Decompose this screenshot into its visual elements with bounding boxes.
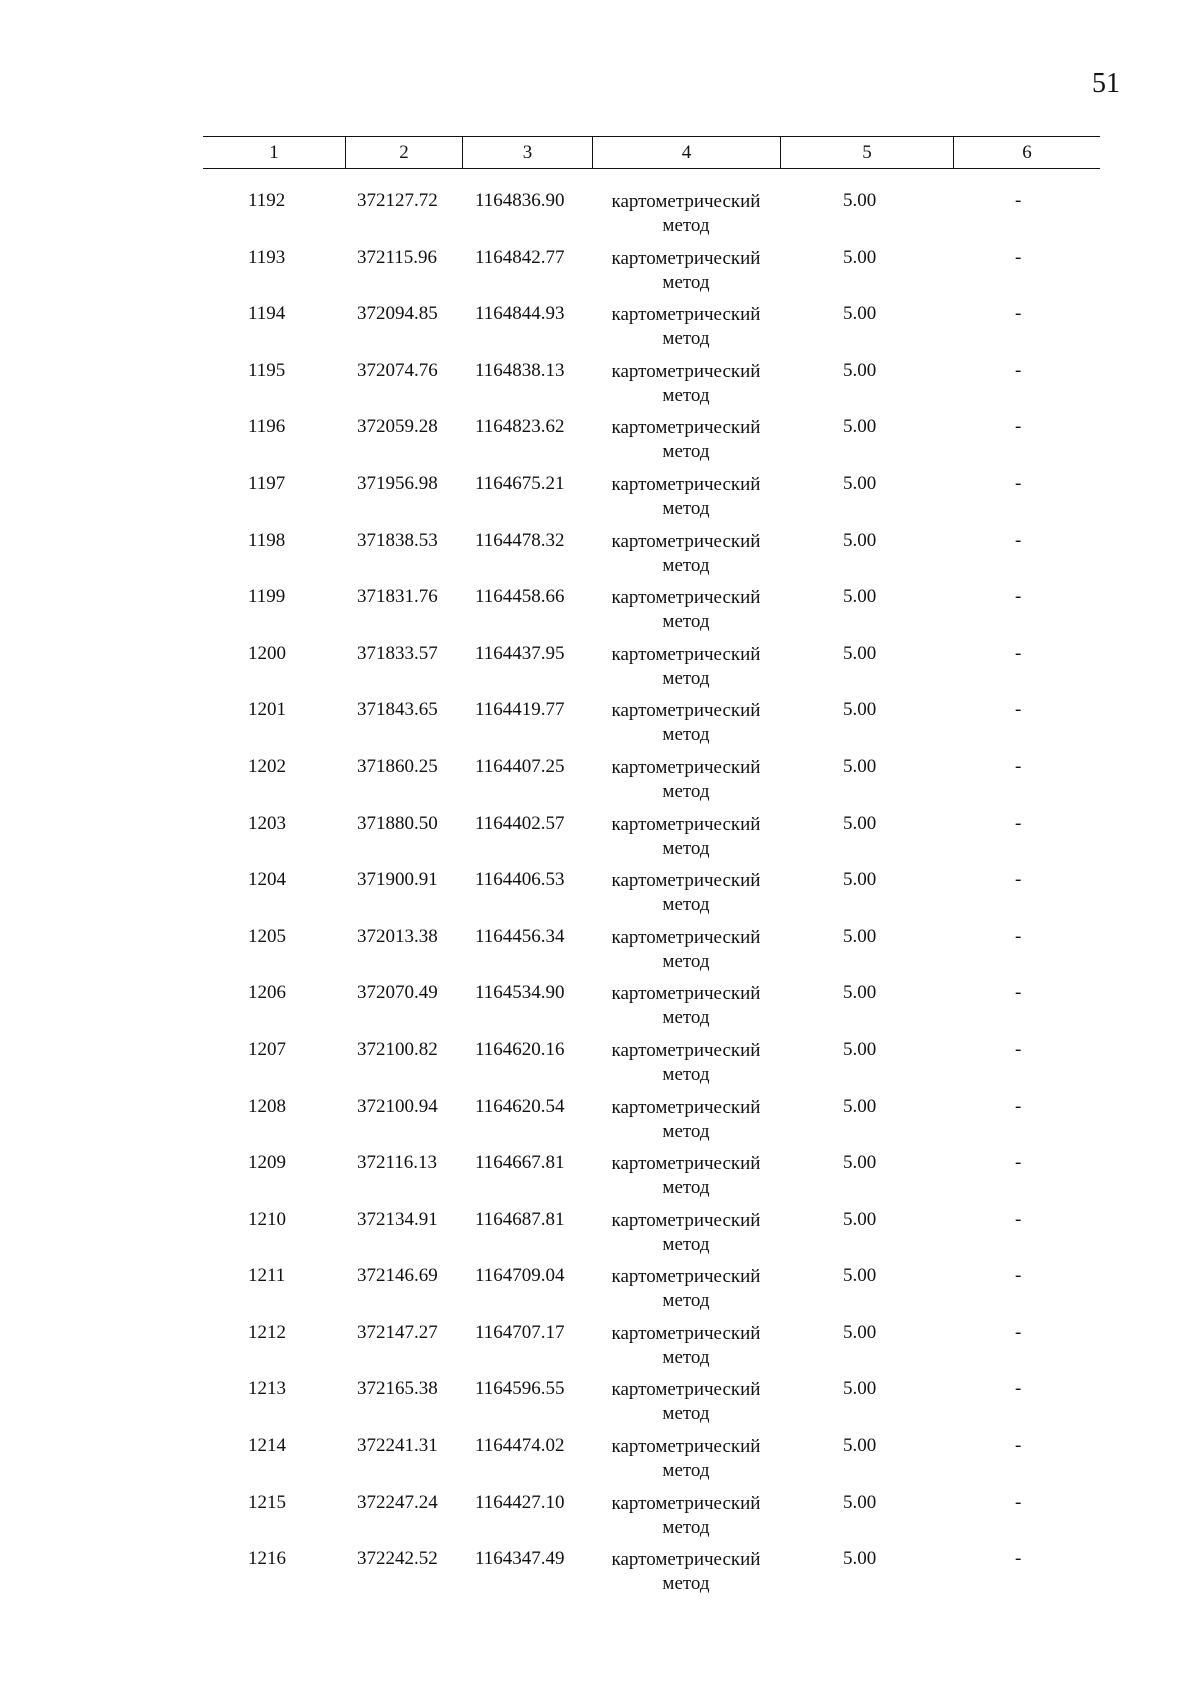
method-line-1: картометрический <box>611 1266 761 1288</box>
method-line-1: картометрический <box>611 756 761 778</box>
x-coordinate-cell: 372100.94 <box>357 1095 438 1117</box>
table-row <box>203 1378 1100 1435</box>
accuracy-cell: 5.00 <box>843 529 877 551</box>
method-line-2: метод <box>662 384 710 406</box>
method-cell <box>601 756 771 804</box>
method-cell <box>601 586 771 634</box>
accuracy-cell: 5.00 <box>843 812 877 834</box>
note-cell: - <box>1015 586 1022 608</box>
accuracy-cell: 5.00 <box>843 190 877 211</box>
method-line-2: метод <box>662 1007 710 1029</box>
note-cell: - <box>1015 1548 1022 1570</box>
y-coordinate-cell: 1164620.16 <box>475 1038 565 1060</box>
method-line-2: метод <box>662 1233 710 1255</box>
method-line-2: метод <box>662 894 710 916</box>
y-coordinate-cell: 1164402.57 <box>475 812 565 834</box>
note-cell: - <box>1015 699 1022 721</box>
note-cell: - <box>1015 472 1022 494</box>
method-line-2: метод <box>662 611 710 633</box>
table-row <box>203 416 1100 473</box>
accuracy-cell: 5.00 <box>843 925 877 947</box>
y-coordinate-cell: 1164667.81 <box>475 1152 565 1174</box>
table-row <box>203 869 1100 926</box>
y-coordinate-cell: 1164687.81 <box>475 1208 565 1230</box>
y-coordinate-cell: 1164707.17 <box>475 1321 565 1343</box>
method-cell <box>601 1322 771 1370</box>
method-line-2: метод <box>662 667 710 689</box>
header-cell-2: 2 <box>346 137 463 168</box>
note-cell: - <box>1015 1321 1022 1343</box>
y-coordinate-cell: 1164406.53 <box>475 869 565 891</box>
method-cell <box>601 926 771 974</box>
point-number-cell: 1206 <box>248 982 286 1004</box>
x-coordinate-cell: 372074.76 <box>357 359 438 381</box>
method-line-2: метод <box>662 1063 710 1085</box>
table-row <box>203 1039 1100 1096</box>
method-cell <box>601 813 771 861</box>
method-cell <box>601 1492 771 1540</box>
method-cell <box>601 982 771 1030</box>
note-cell: - <box>1015 416 1022 438</box>
method-line-2: метод <box>662 271 710 293</box>
accuracy-cell: 5.00 <box>843 755 877 777</box>
y-coordinate-cell: 1164427.10 <box>475 1491 565 1513</box>
y-coordinate-cell: 1164596.55 <box>475 1378 565 1400</box>
table-row <box>203 473 1100 530</box>
method-line-2: метод <box>662 554 710 576</box>
table-row <box>203 530 1100 587</box>
method-cell <box>601 1096 771 1144</box>
accuracy-cell: 5.00 <box>843 1548 877 1570</box>
note-cell: - <box>1015 755 1022 777</box>
method-line-1: картометрический <box>611 870 761 892</box>
method-line-2: метод <box>662 441 710 463</box>
method-line-1: картометрический <box>611 926 761 948</box>
method-line-1: картометрический <box>611 1549 761 1571</box>
table-row <box>203 303 1100 360</box>
accuracy-cell: 5.00 <box>843 303 877 325</box>
method-line-2: метод <box>662 837 710 859</box>
table-row <box>203 1152 1100 1209</box>
accuracy-cell: 5.00 <box>843 1095 877 1117</box>
point-number-cell: 1193 <box>248 246 286 268</box>
x-coordinate-cell: 372146.69 <box>357 1265 438 1287</box>
method-cell <box>601 1265 771 1313</box>
method-line-1: картометрический <box>611 1492 761 1514</box>
point-number-cell: 1204 <box>248 869 286 891</box>
accuracy-cell: 5.00 <box>843 869 877 891</box>
table-row <box>203 926 1100 983</box>
point-number-cell: 1195 <box>248 359 286 381</box>
accuracy-cell: 5.00 <box>843 472 877 494</box>
x-coordinate-cell: 372100.82 <box>357 1038 438 1060</box>
header-cell-4: 4 <box>593 137 781 168</box>
x-coordinate-cell: 371956.98 <box>357 472 438 494</box>
point-number-cell: 1198 <box>248 529 286 551</box>
note-cell: - <box>1015 642 1022 664</box>
x-coordinate-cell: 371833.57 <box>357 642 438 664</box>
point-number-cell: 1192 <box>248 190 286 211</box>
x-coordinate-cell: 372147.27 <box>357 1321 438 1343</box>
accuracy-cell: 5.00 <box>843 1435 877 1457</box>
table-row <box>203 699 1100 756</box>
table-row <box>203 1492 1100 1549</box>
table-row <box>203 813 1100 870</box>
table-row <box>203 586 1100 643</box>
point-number-cell: 1207 <box>248 1038 286 1060</box>
y-coordinate-cell: 1164478.32 <box>475 529 565 551</box>
y-coordinate-cell: 1164620.54 <box>475 1095 565 1117</box>
method-line-1: картометрический <box>611 1096 761 1118</box>
x-coordinate-cell: 372247.24 <box>357 1491 438 1513</box>
note-cell: - <box>1015 359 1022 381</box>
note-cell: - <box>1015 812 1022 834</box>
point-number-cell: 1216 <box>248 1548 286 1570</box>
table-row <box>203 360 1100 417</box>
method-cell <box>601 530 771 578</box>
point-number-cell: 1201 <box>248 699 286 721</box>
x-coordinate-cell: 372127.72 <box>357 190 438 211</box>
x-coordinate-cell: 371843.65 <box>357 699 438 721</box>
point-number-cell: 1199 <box>248 586 286 608</box>
note-cell: - <box>1015 1491 1022 1513</box>
method-line-2: метод <box>662 1460 710 1482</box>
method-line-1: картометрический <box>611 700 761 722</box>
table-row <box>203 1209 1100 1266</box>
method-line-1: картометрический <box>611 1436 761 1458</box>
method-line-1: картометрический <box>611 247 761 269</box>
accuracy-cell: 5.00 <box>843 1152 877 1174</box>
method-line-2: метод <box>662 328 710 350</box>
method-line-2: метод <box>662 1120 710 1142</box>
note-cell: - <box>1015 529 1022 551</box>
x-coordinate-cell: 372241.31 <box>357 1435 438 1457</box>
accuracy-cell: 5.00 <box>843 1321 877 1343</box>
method-line-1: картометрический <box>611 530 761 552</box>
point-number-cell: 1202 <box>248 755 286 777</box>
note-cell: - <box>1015 1265 1022 1287</box>
accuracy-cell: 5.00 <box>843 1265 877 1287</box>
y-coordinate-cell: 1164844.93 <box>475 303 565 325</box>
x-coordinate-cell: 372070.49 <box>357 982 438 1004</box>
x-coordinate-cell: 371860.25 <box>357 755 438 777</box>
y-coordinate-cell: 1164419.77 <box>475 699 565 721</box>
accuracy-cell: 5.00 <box>843 982 877 1004</box>
method-line-2: метод <box>662 1403 710 1425</box>
x-coordinate-cell: 371880.50 <box>357 812 438 834</box>
method-line-1: картометрический <box>611 813 761 835</box>
accuracy-cell: 5.00 <box>843 1491 877 1513</box>
method-line-2: метод <box>662 215 710 236</box>
method-cell <box>601 1152 771 1200</box>
accuracy-cell: 5.00 <box>843 1038 877 1060</box>
method-cell <box>601 1039 771 1087</box>
method-cell <box>601 360 771 408</box>
method-cell <box>601 473 771 521</box>
point-number-cell: 1208 <box>248 1095 286 1117</box>
point-number-cell: 1200 <box>248 642 286 664</box>
method-line-1: картометрический <box>611 1322 761 1344</box>
point-number-cell: 1197 <box>248 472 286 494</box>
table-body <box>203 190 1100 1605</box>
header-cell-5: 5 <box>781 137 954 168</box>
x-coordinate-cell: 372115.96 <box>357 246 438 268</box>
table-row <box>203 643 1100 700</box>
note-cell: - <box>1015 1152 1022 1174</box>
table-row <box>203 190 1100 247</box>
method-line-1: картометрический <box>611 417 761 439</box>
accuracy-cell: 5.00 <box>843 246 877 268</box>
x-coordinate-cell: 372116.13 <box>357 1152 438 1174</box>
method-line-2: метод <box>662 1177 710 1199</box>
point-number-cell: 1196 <box>248 416 286 438</box>
y-coordinate-cell: 1164437.95 <box>475 642 565 664</box>
point-number-cell: 1214 <box>248 1435 286 1457</box>
note-cell: - <box>1015 1208 1022 1230</box>
method-line-1: картометрический <box>611 473 761 495</box>
y-coordinate-cell: 1164534.90 <box>475 982 565 1004</box>
x-coordinate-cell: 372059.28 <box>357 416 438 438</box>
table-row <box>203 1322 1100 1379</box>
x-coordinate-cell: 371900.91 <box>357 869 438 891</box>
method-line-2: метод <box>662 780 710 802</box>
method-line-1: картометрический <box>611 643 761 665</box>
x-coordinate-cell: 371838.53 <box>357 529 438 551</box>
accuracy-cell: 5.00 <box>843 416 877 438</box>
note-cell: - <box>1015 1095 1022 1117</box>
method-line-2: метод <box>662 724 710 746</box>
note-cell: - <box>1015 982 1022 1004</box>
y-coordinate-cell: 1164838.13 <box>475 359 565 381</box>
method-cell <box>601 247 771 295</box>
note-cell: - <box>1015 246 1022 268</box>
y-coordinate-cell: 1164407.25 <box>475 755 565 777</box>
y-coordinate-cell: 1164458.66 <box>475 586 565 608</box>
note-cell: - <box>1015 869 1022 891</box>
accuracy-cell: 5.00 <box>843 1208 877 1230</box>
y-coordinate-cell: 1164675.21 <box>475 472 565 494</box>
method-line-2: метод <box>662 497 710 519</box>
note-cell: - <box>1015 925 1022 947</box>
method-line-1: картометрический <box>611 1379 761 1401</box>
y-coordinate-cell: 1164842.77 <box>475 246 565 268</box>
method-line-1: картометрический <box>611 191 761 212</box>
method-cell <box>601 699 771 747</box>
accuracy-cell: 5.00 <box>843 1378 877 1400</box>
note-cell: - <box>1015 1378 1022 1400</box>
method-cell <box>601 1435 771 1483</box>
header-cell-6: 6 <box>1022 141 1032 163</box>
x-coordinate-cell: 372242.52 <box>357 1548 438 1570</box>
accuracy-cell: 5.00 <box>843 642 877 664</box>
note-cell: - <box>1015 303 1022 325</box>
y-coordinate-cell: 1164474.02 <box>475 1435 565 1457</box>
method-line-1: картометрический <box>611 304 761 326</box>
method-cell <box>601 1378 771 1426</box>
method-line-2: метод <box>662 1516 710 1538</box>
point-number-cell: 1215 <box>248 1491 286 1513</box>
point-number-cell: 1205 <box>248 925 286 947</box>
table-row <box>203 982 1100 1039</box>
header-cell-3: 3 <box>463 137 593 168</box>
method-line-2: метод <box>662 950 710 972</box>
method-line-2: метод <box>662 1346 710 1368</box>
x-coordinate-cell: 372165.38 <box>357 1378 438 1400</box>
x-coordinate-cell: 371831.76 <box>357 586 438 608</box>
point-number-cell: 1213 <box>248 1378 286 1400</box>
note-cell: - <box>1015 1435 1022 1457</box>
point-number-cell: 1209 <box>248 1152 286 1174</box>
table-row <box>203 1548 1100 1605</box>
note-cell: - <box>1015 1038 1022 1060</box>
method-line-1: картометрический <box>611 983 761 1005</box>
method-line-2: метод <box>662 1290 710 1312</box>
method-cell <box>601 869 771 917</box>
point-number-cell: 1194 <box>248 303 286 325</box>
table-row <box>203 1435 1100 1492</box>
note-cell: - <box>1015 190 1022 211</box>
method-cell <box>601 1209 771 1257</box>
method-cell <box>601 1548 771 1596</box>
header-cell-1: 1 <box>203 137 346 168</box>
point-number-cell: 1210 <box>248 1208 286 1230</box>
x-coordinate-cell: 372013.38 <box>357 925 438 947</box>
table-row <box>203 756 1100 813</box>
page-number: 51 <box>1092 68 1120 99</box>
method-line-2: метод <box>662 1573 710 1595</box>
method-cell <box>601 643 771 691</box>
method-line-1: картометрический <box>611 1039 761 1061</box>
table-row <box>203 247 1100 304</box>
y-coordinate-cell: 1164823.62 <box>475 416 565 438</box>
point-number-cell: 1212 <box>248 1321 286 1343</box>
point-number-cell: 1211 <box>248 1265 286 1287</box>
y-coordinate-cell: 1164347.49 <box>475 1548 565 1570</box>
point-number-cell: 1203 <box>248 812 286 834</box>
accuracy-cell: 5.00 <box>843 586 877 608</box>
y-coordinate-cell: 1164836.90 <box>475 190 565 211</box>
table-row <box>203 1096 1100 1153</box>
method-line-1: картометрический <box>611 1209 761 1231</box>
method-line-1: картометрический <box>611 360 761 382</box>
method-cell <box>601 303 771 351</box>
accuracy-cell: 5.00 <box>843 699 877 721</box>
table-row <box>203 1265 1100 1322</box>
method-cell <box>601 416 771 464</box>
method-line-1: картометрический <box>611 1153 761 1175</box>
y-coordinate-cell: 1164709.04 <box>475 1265 565 1287</box>
table-header <box>203 136 1100 169</box>
accuracy-cell: 5.00 <box>843 359 877 381</box>
x-coordinate-cell: 372134.91 <box>357 1208 438 1230</box>
method-line-1: картометрический <box>611 587 761 609</box>
x-coordinate-cell: 372094.85 <box>357 303 438 325</box>
y-coordinate-cell: 1164456.34 <box>475 925 565 947</box>
method-cell <box>601 190 771 238</box>
